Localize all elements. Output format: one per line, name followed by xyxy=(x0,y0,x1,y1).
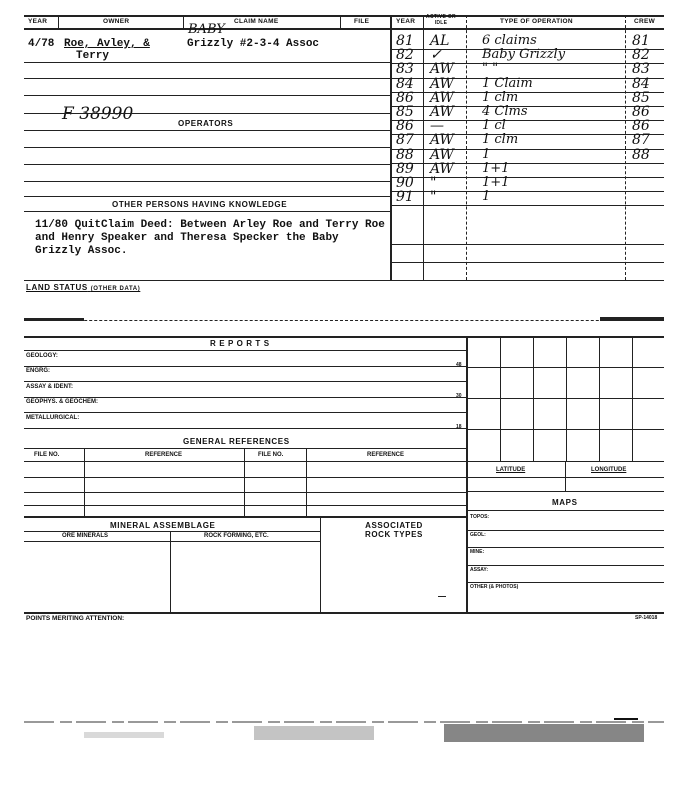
owner-line-4 xyxy=(24,113,390,114)
ref-row-1 xyxy=(24,461,466,462)
maps-row-line xyxy=(466,582,664,583)
activity-operation: " " xyxy=(482,61,499,77)
operators-line-1 xyxy=(24,147,390,148)
other-persons-bottom xyxy=(24,280,664,281)
maps-row-label: TOPOS: xyxy=(470,514,490,520)
maps-row-line xyxy=(466,565,664,566)
ref-col-3 xyxy=(306,448,307,516)
activity-crew: 83 xyxy=(632,61,650,78)
activity-operation: 1+1 xyxy=(482,160,510,176)
owner-name-line1: Roe, Avley, & xyxy=(64,38,150,50)
ref-header-file-1: FILE NO. xyxy=(34,452,60,458)
other-persons-line xyxy=(24,211,390,212)
ore-minerals-heading: ORE MINERALS xyxy=(62,533,109,539)
reports-heading-line xyxy=(24,350,466,351)
scan-smudge-right xyxy=(600,317,664,321)
vline-year xyxy=(58,15,59,29)
activity-crew: 86 xyxy=(632,104,650,120)
activity-status: AW xyxy=(430,132,454,149)
activity-year: 82 xyxy=(396,47,414,64)
points-meriting-attention: POINTS MERITING ATTENTION: xyxy=(26,615,125,622)
ref-bottom-rule xyxy=(24,516,466,518)
activity-status: AW xyxy=(430,160,454,177)
associated-dash xyxy=(438,596,446,597)
mineral-subcol-divider xyxy=(170,531,171,612)
activity-crew: 86 xyxy=(632,118,650,135)
reports-row-label: METALLURGICAL: xyxy=(26,414,80,421)
header-year: YEAR xyxy=(28,18,48,25)
log-line-extra-2 xyxy=(390,262,664,263)
maps-heading-line xyxy=(466,510,664,511)
activity-year: 90 xyxy=(396,175,414,191)
reports-right-border xyxy=(466,336,468,612)
activity-year: 89 xyxy=(396,160,414,177)
activity-crew: 87 xyxy=(632,132,650,149)
activity-crew: 84 xyxy=(632,75,650,92)
activity-operation: Baby Grizzly xyxy=(482,47,566,63)
activity-year: 81 xyxy=(396,33,414,49)
ref-row-3 xyxy=(24,492,466,493)
land-status-label: LAND STATUS xyxy=(26,283,88,292)
activity-row-line xyxy=(390,205,664,206)
operators-line-3 xyxy=(24,181,390,182)
latlong-grid-row xyxy=(466,429,664,430)
activity-operation: 1 Claim xyxy=(482,75,533,91)
header-claim-name: CLAIM NAME xyxy=(234,18,279,25)
activity-crew: 82 xyxy=(632,47,650,64)
activity-year: 91 xyxy=(396,189,414,206)
ref-header-reference-2: REFERENCE xyxy=(367,452,405,458)
activity-status: " xyxy=(430,175,437,191)
ref-header-file-2: FILE NO. xyxy=(258,452,284,458)
activity-year: 84 xyxy=(396,75,414,92)
activity-year: 86 xyxy=(396,89,414,106)
activity-crew: 85 xyxy=(632,89,650,106)
owner-name-line2: Terry xyxy=(76,50,110,62)
activity-operation: 1+1 xyxy=(482,175,510,190)
maps-row-label: MINE: xyxy=(470,549,485,555)
activity-year: 85 xyxy=(396,104,414,120)
activity-crew: 81 xyxy=(632,33,650,49)
owner-line-2 xyxy=(24,78,390,79)
reports-top-rule xyxy=(24,336,664,338)
land-status-dash xyxy=(24,320,664,321)
form-number: SP-14018 xyxy=(635,615,658,621)
maps-row-label: OTHER (& PHOTOS) xyxy=(470,584,519,590)
activity-operation: 1 clm xyxy=(482,132,519,148)
other-persons-text-1: 11/80 QuitClaim Deed: Between Arley Roe and Terry Roe xyxy=(35,219,385,231)
top-rule xyxy=(24,15,664,17)
ref-header-reference-1: REFERENCE xyxy=(145,452,183,458)
file-number: F 38990 xyxy=(62,104,134,124)
header-active-idle: ACTIVE OR IDLE xyxy=(426,14,456,26)
longitude-label: LONGITUDE xyxy=(591,467,627,473)
activity-operation: 1 xyxy=(482,189,491,205)
operators-line-4 xyxy=(24,196,390,197)
land-status-sub: (OTHER DATA) xyxy=(90,286,141,292)
reports-row-label: GEOPHYS. & GEOCHEM: xyxy=(26,399,99,406)
activity-year: 87 xyxy=(396,132,414,149)
reports-heading: R E P O R T S xyxy=(210,339,270,348)
activity-operation: 1 cl xyxy=(482,118,506,134)
activity-operation: 6 claims xyxy=(482,33,537,48)
maps-row-label: ASSAY: xyxy=(470,566,489,573)
activity-year: 83 xyxy=(396,61,414,78)
mineral-heading-line xyxy=(24,531,320,532)
reports-row-line xyxy=(24,412,466,413)
reports-row-label: GEOLOGY: xyxy=(26,353,58,359)
reports-scale-number: 30 xyxy=(456,392,462,399)
ref-heading-line xyxy=(24,448,466,449)
header-file: FILE xyxy=(354,18,370,25)
log-line-extra-1 xyxy=(390,244,664,245)
other-persons-text-2: and Henry Speaker and Theresa Specker the Baby xyxy=(35,232,339,244)
maps-row-line xyxy=(466,547,664,548)
latlong-grid-row xyxy=(466,398,664,399)
header-owner: OWNER xyxy=(103,18,130,25)
latlong-grid-row xyxy=(466,367,664,368)
owner-year: 4/78 xyxy=(28,38,55,50)
vline-year2 xyxy=(423,15,424,280)
header-rule xyxy=(24,28,664,30)
ref-col-1 xyxy=(84,448,85,516)
maps-row-line xyxy=(466,530,664,531)
vline-owner xyxy=(183,15,184,29)
operators-line-top xyxy=(24,130,390,131)
activity-year: 86 xyxy=(396,118,414,135)
ref-row-4 xyxy=(24,505,466,506)
scan-noise-band xyxy=(24,718,664,746)
activity-status: — xyxy=(430,118,444,135)
activity-status: ✓ xyxy=(430,47,442,64)
vline-crew xyxy=(625,15,626,280)
associated-rock-heading: ASSOCIATED ROCK TYPES xyxy=(364,521,423,539)
ref-col-2 xyxy=(244,448,245,516)
maps-heading-top xyxy=(466,491,664,492)
activity-year: 88 xyxy=(396,146,414,163)
reports-row-line xyxy=(24,428,466,429)
reports-row-label: ASSAY & IDENT: xyxy=(26,383,74,390)
rock-forming-heading: ROCK FORMING, ETC. xyxy=(204,533,269,539)
latlong-divider xyxy=(565,461,566,491)
mineral-subheading-line xyxy=(24,541,320,542)
header-year2: YEAR xyxy=(396,18,416,25)
activity-status: AL xyxy=(430,33,450,49)
owner-line-3 xyxy=(24,95,390,96)
owner-line-1 xyxy=(24,62,390,63)
operators-line-2 xyxy=(24,164,390,165)
header-crew: CREW xyxy=(634,18,656,25)
operators-heading: OPERATORS xyxy=(178,119,234,128)
land-status-heading xyxy=(26,283,140,292)
reports-row-line xyxy=(24,381,466,382)
other-persons-heading: OTHER PERSONS HAVING KNOWLEDGE xyxy=(112,200,288,209)
activity-status: " xyxy=(430,189,437,206)
activity-status: AW xyxy=(430,146,454,163)
claim-name-note: BABY xyxy=(188,22,225,37)
vline-status xyxy=(466,15,467,280)
header-type-operation: TYPE OF OPERATION xyxy=(500,18,573,25)
mineral-col-divider xyxy=(320,516,321,612)
reports-row-label: ENGRG: xyxy=(26,368,50,375)
claim-name: Grizzly #2-3-4 Assoc xyxy=(187,38,320,50)
reports-scale-number: 48 xyxy=(456,362,462,368)
vline-right-block xyxy=(390,15,392,280)
activity-crew: 88 xyxy=(632,146,650,163)
reports-row-line xyxy=(24,366,466,367)
activity-status: AW xyxy=(430,104,454,120)
other-persons-text-3: Grizzly Assoc. xyxy=(35,245,128,257)
maps-heading: MAPS xyxy=(552,498,578,507)
activity-operation: 1 clm xyxy=(482,89,519,105)
reports-scale-number: 18 xyxy=(456,423,462,430)
ref-row-2 xyxy=(24,477,466,478)
maps-row-label: GEOL: xyxy=(470,531,486,538)
activity-status: AW xyxy=(430,89,454,106)
general-references-heading: GENERAL REFERENCES xyxy=(183,437,290,446)
mineral-assemblage-heading: MINERAL ASSEMBLAGE xyxy=(110,521,216,530)
vline-file xyxy=(340,15,341,29)
activity-status: AW xyxy=(430,75,454,92)
activity-operation: 1 xyxy=(482,146,491,162)
reports-row-line xyxy=(24,397,466,398)
form-bottom-rule xyxy=(24,612,664,614)
activity-status: AW xyxy=(430,61,454,78)
latitude-label: LATITUDE xyxy=(496,467,526,473)
activity-operation: 4 Clms xyxy=(482,104,528,119)
